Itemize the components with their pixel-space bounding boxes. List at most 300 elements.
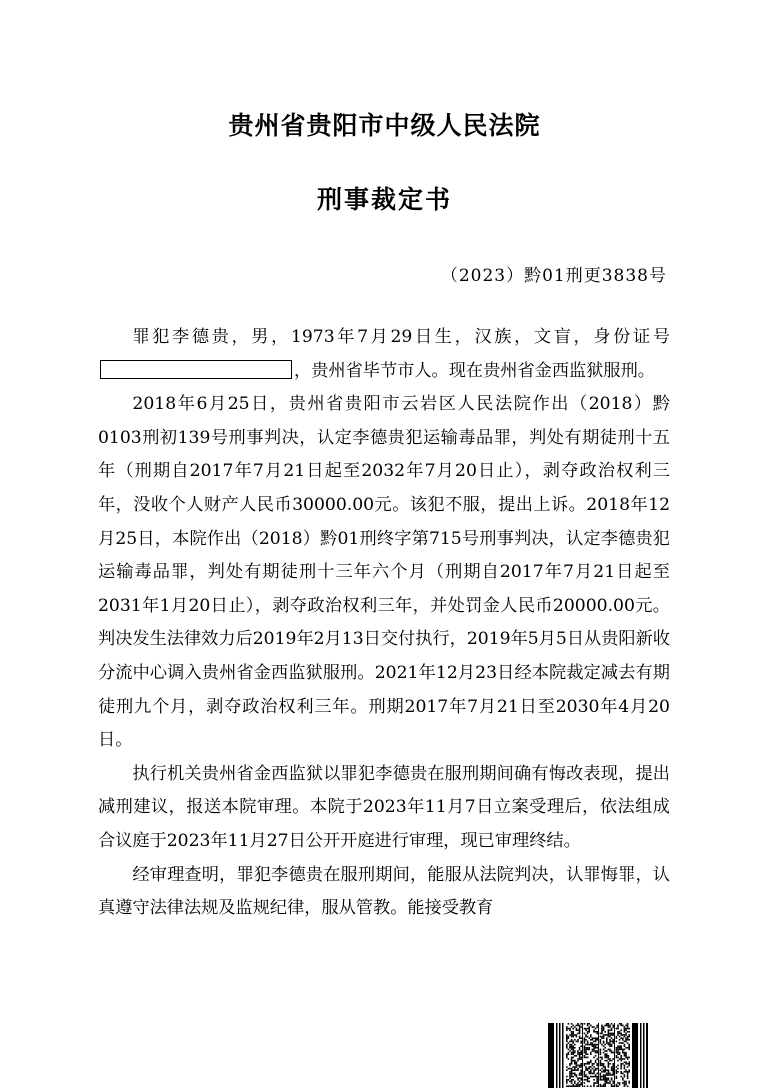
case-number: （2023）黔01刑更3838号 xyxy=(440,266,667,286)
paragraph-defendant-info xyxy=(98,321,670,388)
barcode-module xyxy=(600,1069,602,1071)
barcode-module xyxy=(614,1074,615,1076)
barcode-module xyxy=(598,1029,599,1031)
barcode-module xyxy=(616,1041,618,1043)
barcode-module xyxy=(625,1063,627,1065)
barcode-module xyxy=(593,1057,595,1059)
barcode-module xyxy=(595,1031,597,1033)
barcode-module xyxy=(569,1077,571,1079)
barcode-module xyxy=(574,1082,576,1084)
barcode-module xyxy=(582,1065,583,1067)
barcode-module xyxy=(608,1065,610,1067)
barcode-module xyxy=(595,1047,597,1049)
barcode-module xyxy=(606,1041,608,1043)
barcode-module xyxy=(595,1050,597,1052)
barcode-module xyxy=(620,1033,622,1035)
barcode-module xyxy=(611,1033,613,1035)
barcode-module xyxy=(580,1066,582,1068)
barcode-module xyxy=(612,1034,614,1036)
barcode-module xyxy=(611,1079,613,1081)
barcode-module xyxy=(606,1060,608,1062)
barcode-module xyxy=(601,1085,603,1087)
barcode-module xyxy=(617,1053,619,1055)
barcode-module xyxy=(612,1065,614,1067)
barcode-module xyxy=(574,1069,576,1071)
barcode-module xyxy=(625,1057,627,1059)
barcode-module xyxy=(595,1052,597,1054)
barcode-module xyxy=(572,1045,574,1047)
barcode-module xyxy=(577,1052,579,1054)
barcode-module xyxy=(616,1036,618,1038)
barcode-module xyxy=(622,1034,624,1036)
barcode-module xyxy=(609,1060,611,1062)
barcode-module xyxy=(571,1052,573,1054)
barcode-module xyxy=(582,1079,583,1081)
barcode-module xyxy=(616,1055,618,1057)
barcode-module xyxy=(620,1049,622,1051)
barcode-module xyxy=(585,1034,587,1036)
barcode-module xyxy=(616,1047,618,1049)
barcode-module xyxy=(566,1028,568,1030)
barcode-module xyxy=(616,1073,618,1075)
barcode-module xyxy=(571,1033,573,1035)
barcode-module xyxy=(614,1047,615,1049)
barcode-module xyxy=(598,1039,599,1041)
barcode-module xyxy=(590,1042,592,1044)
barcode-module xyxy=(625,1052,627,1054)
barcode-module xyxy=(576,1084,578,1086)
barcode-module xyxy=(571,1026,573,1028)
barcode-module xyxy=(580,1042,582,1044)
barcode-module xyxy=(584,1033,586,1035)
barcode-module xyxy=(614,1037,615,1039)
barcode-module xyxy=(598,1028,599,1030)
barcode-module xyxy=(612,1074,614,1076)
barcode-module xyxy=(628,1028,630,1030)
barcode-module xyxy=(598,1058,599,1060)
barcode-module xyxy=(604,1057,606,1059)
barcode-module xyxy=(572,1069,574,1071)
barcode-module xyxy=(596,1079,598,1081)
barcode-module xyxy=(612,1073,614,1075)
barcode-module xyxy=(601,1044,603,1046)
barcode-module xyxy=(603,1084,605,1086)
barcode-module xyxy=(588,1077,590,1079)
barcode-module xyxy=(596,1058,598,1060)
barcode-module xyxy=(611,1029,613,1031)
barcode-module xyxy=(596,1052,598,1054)
barcode-module xyxy=(603,1029,605,1031)
barcode-module xyxy=(572,1060,574,1062)
barcode-module xyxy=(577,1079,579,1081)
barcode-module xyxy=(595,1028,597,1030)
barcode-module xyxy=(585,1029,587,1031)
barcode-module xyxy=(584,1079,586,1081)
barcode-module xyxy=(588,1028,590,1030)
barcode-module xyxy=(571,1036,573,1038)
barcode-module xyxy=(574,1061,576,1063)
barcode-module xyxy=(609,1033,611,1035)
barcode-module xyxy=(614,1049,615,1051)
barcode-module xyxy=(590,1034,592,1036)
barcode-module xyxy=(612,1066,614,1068)
barcode-module xyxy=(628,1071,630,1073)
barcode-module xyxy=(625,1025,627,1027)
barcode-module xyxy=(566,1037,568,1039)
barcode-module xyxy=(571,1074,573,1076)
barcode-module xyxy=(600,1065,602,1067)
barcode-module xyxy=(569,1050,571,1052)
barcode-module xyxy=(608,1082,610,1084)
barcode-module xyxy=(587,1069,589,1071)
barcode-module xyxy=(574,1060,576,1062)
barcode-module xyxy=(572,1041,574,1043)
barcode-module xyxy=(590,1069,592,1071)
barcode-module xyxy=(590,1052,592,1054)
barcode-module xyxy=(627,1058,629,1060)
barcode-module xyxy=(598,1057,599,1059)
barcode-module xyxy=(580,1073,582,1075)
barcode-module xyxy=(596,1076,598,1078)
barcode-module xyxy=(580,1069,582,1071)
barcode-module xyxy=(600,1079,602,1081)
barcode-module xyxy=(614,1028,615,1030)
barcode-module xyxy=(614,1031,615,1033)
barcode-module xyxy=(614,1057,615,1059)
barcode-module xyxy=(571,1073,573,1075)
barcode-module xyxy=(585,1036,587,1038)
barcode-module xyxy=(582,1041,583,1043)
barcode-module xyxy=(608,1034,610,1036)
barcode-module xyxy=(582,1052,583,1054)
barcode-module xyxy=(614,1061,615,1063)
barcode-module xyxy=(579,1029,581,1031)
barcode-module xyxy=(585,1076,587,1078)
barcode-module xyxy=(588,1061,590,1063)
barcode-module xyxy=(587,1036,589,1038)
barcode-module xyxy=(612,1041,614,1043)
barcode-module xyxy=(620,1023,622,1025)
barcode-module xyxy=(596,1068,598,1070)
barcode-module xyxy=(593,1031,595,1033)
barcode-module xyxy=(627,1073,629,1075)
barcode-module xyxy=(582,1049,583,1051)
barcode-module xyxy=(598,1084,599,1086)
barcode-module xyxy=(587,1057,589,1059)
barcode-module xyxy=(614,1065,615,1067)
barcode-module xyxy=(608,1071,610,1073)
barcode-module xyxy=(617,1057,619,1059)
barcode-module xyxy=(612,1039,614,1041)
barcode-module xyxy=(625,1029,627,1031)
barcode-module xyxy=(608,1036,610,1038)
barcode-module xyxy=(577,1025,579,1027)
barcode-module xyxy=(624,1071,626,1073)
barcode-module xyxy=(604,1084,606,1086)
barcode-module xyxy=(601,1026,603,1028)
redacted-id-number-box xyxy=(100,360,292,379)
barcode-module xyxy=(568,1068,570,1070)
barcode-module xyxy=(620,1066,622,1068)
barcode-module xyxy=(600,1074,602,1076)
barcode-module xyxy=(571,1045,573,1047)
barcode-module xyxy=(598,1073,599,1075)
barcode-module xyxy=(593,1084,595,1086)
barcode-module xyxy=(628,1057,630,1059)
barcode-module xyxy=(624,1068,626,1070)
barcode-module xyxy=(588,1049,590,1051)
barcode-module xyxy=(582,1037,583,1039)
barcode-module xyxy=(608,1025,610,1027)
barcode-module xyxy=(568,1036,570,1038)
barcode-module xyxy=(593,1047,595,1049)
barcode-module xyxy=(566,1066,568,1068)
barcode-module xyxy=(572,1052,574,1054)
barcode-module xyxy=(566,1069,568,1071)
barcode-module xyxy=(620,1076,622,1078)
barcode-module xyxy=(601,1068,603,1070)
barcode-module xyxy=(596,1031,598,1033)
barcode-module xyxy=(624,1026,626,1028)
barcode-module xyxy=(604,1074,606,1076)
barcode-module xyxy=(625,1047,627,1049)
barcode-module xyxy=(600,1073,602,1075)
barcode-module xyxy=(571,1023,573,1025)
barcode-module xyxy=(577,1058,579,1060)
barcode-module xyxy=(628,1069,630,1071)
barcode-module xyxy=(577,1077,579,1079)
barcode-module xyxy=(569,1041,571,1043)
barcode-data-modules xyxy=(566,1023,630,1087)
barcode-module xyxy=(609,1058,611,1060)
barcode-module xyxy=(620,1068,622,1070)
barcode-module xyxy=(627,1028,629,1030)
barcode-module xyxy=(603,1071,605,1073)
barcode-module xyxy=(569,1028,571,1030)
barcode-module xyxy=(617,1050,619,1052)
barcode-module xyxy=(596,1082,598,1084)
barcode-module xyxy=(617,1085,619,1087)
barcode-module xyxy=(611,1023,613,1025)
barcode-module xyxy=(622,1082,624,1084)
barcode-module xyxy=(620,1037,622,1039)
barcode-module xyxy=(577,1085,579,1087)
barcode-module xyxy=(606,1074,608,1076)
barcode-module xyxy=(587,1042,589,1044)
barcode-module xyxy=(574,1085,576,1087)
barcode-module xyxy=(588,1071,590,1073)
barcode-module xyxy=(616,1071,618,1073)
barcode-module xyxy=(587,1028,589,1030)
barcode-module xyxy=(571,1031,573,1033)
barcode-module xyxy=(598,1066,599,1068)
barcode-module xyxy=(614,1058,615,1060)
barcode-module xyxy=(624,1065,626,1067)
barcode-module xyxy=(614,1055,615,1057)
barcode-module xyxy=(577,1068,579,1070)
barcode-module xyxy=(608,1026,610,1028)
barcode-module xyxy=(614,1042,615,1044)
barcode-module xyxy=(579,1053,581,1055)
barcode-module xyxy=(600,1050,602,1052)
barcode-module xyxy=(596,1050,598,1052)
barcode-module xyxy=(620,1071,622,1073)
barcode-module xyxy=(609,1041,611,1043)
barcode-module xyxy=(593,1045,595,1047)
barcode-module xyxy=(566,1055,568,1057)
barcode-module xyxy=(598,1031,599,1033)
barcode-module xyxy=(617,1045,619,1047)
barcode-module xyxy=(609,1045,611,1047)
barcode-module xyxy=(616,1049,618,1051)
barcode-module xyxy=(579,1055,581,1057)
barcode-module xyxy=(590,1085,592,1087)
barcode-module xyxy=(582,1058,583,1060)
barcode-module xyxy=(606,1037,608,1039)
barcode-module xyxy=(614,1085,615,1087)
barcode-module xyxy=(609,1081,611,1083)
barcode-module xyxy=(619,1049,621,1051)
barcode-module xyxy=(577,1082,579,1084)
barcode-module xyxy=(593,1079,595,1081)
barcode-module xyxy=(608,1029,610,1031)
barcode-module xyxy=(587,1047,589,1049)
barcode-module xyxy=(579,1047,581,1049)
barcode-module xyxy=(571,1060,573,1062)
barcode-module xyxy=(624,1053,626,1055)
barcode-module xyxy=(585,1052,587,1054)
barcode-module xyxy=(620,1065,622,1067)
barcode-module xyxy=(609,1073,611,1075)
barcode-module xyxy=(598,1085,599,1087)
barcode-module xyxy=(603,1085,605,1087)
barcode-module xyxy=(604,1025,606,1027)
barcode-module xyxy=(584,1028,586,1030)
barcode-module xyxy=(579,1052,581,1054)
barcode-module xyxy=(592,1068,594,1070)
barcode-module xyxy=(628,1031,630,1033)
barcode-module xyxy=(598,1055,599,1057)
defendant-info-text-continued: ，贵州省毕节市人。现在贵州省金西监狱服刑。 xyxy=(294,360,655,381)
barcode-module xyxy=(617,1052,619,1054)
barcode-module xyxy=(616,1028,618,1030)
barcode-module xyxy=(611,1066,613,1068)
barcode-module xyxy=(574,1034,576,1036)
barcode-module xyxy=(608,1049,610,1051)
barcode-module xyxy=(616,1085,618,1087)
barcode-stop-pattern xyxy=(632,1023,648,1088)
barcode-module xyxy=(579,1026,581,1028)
barcode-module xyxy=(580,1041,582,1043)
barcode-module xyxy=(600,1039,602,1041)
barcode-module xyxy=(604,1081,606,1083)
barcode-module xyxy=(600,1033,602,1035)
barcode-module xyxy=(627,1025,629,1027)
barcode-module xyxy=(601,1058,603,1060)
barcode-module xyxy=(596,1077,598,1079)
barcode-module xyxy=(627,1076,629,1078)
barcode-module xyxy=(571,1041,573,1043)
barcode-module xyxy=(609,1049,611,1051)
barcode-module xyxy=(592,1037,594,1039)
barcode-module xyxy=(582,1029,583,1031)
barcode-module xyxy=(627,1031,629,1033)
barcode-module xyxy=(612,1085,614,1087)
barcode-module xyxy=(576,1029,578,1031)
barcode-module xyxy=(582,1042,583,1044)
barcode-module xyxy=(592,1042,594,1044)
barcode-module xyxy=(596,1065,598,1067)
barcode-module xyxy=(601,1029,603,1031)
barcode-module xyxy=(580,1057,582,1059)
barcode-module xyxy=(598,1052,599,1054)
barcode-module xyxy=(572,1034,574,1036)
barcode-module xyxy=(569,1081,571,1083)
barcode-module xyxy=(582,1082,583,1084)
barcode-module xyxy=(600,1049,602,1051)
barcode-module xyxy=(627,1026,629,1028)
barcode-module xyxy=(566,1081,568,1083)
barcode-module xyxy=(617,1068,619,1070)
barcode-module xyxy=(569,1074,571,1076)
barcode-module xyxy=(595,1055,597,1057)
barcode-module xyxy=(598,1060,599,1062)
barcode-module xyxy=(574,1073,576,1075)
barcode-module xyxy=(582,1055,583,1057)
barcode-module xyxy=(595,1082,597,1084)
barcode-module xyxy=(622,1052,624,1054)
barcode-module xyxy=(614,1073,615,1075)
barcode-module xyxy=(600,1063,602,1065)
barcode-module xyxy=(576,1063,578,1065)
barcode-module xyxy=(604,1055,606,1057)
barcode-module xyxy=(569,1045,571,1047)
barcode-module xyxy=(580,1058,582,1060)
barcode-module xyxy=(603,1041,605,1043)
barcode-module xyxy=(571,1034,573,1036)
barcode-module xyxy=(616,1052,618,1054)
barcode-module xyxy=(608,1023,610,1025)
barcode-module xyxy=(600,1041,602,1043)
barcode-module xyxy=(608,1042,610,1044)
barcode-module xyxy=(585,1044,587,1046)
barcode-module xyxy=(568,1037,570,1039)
barcode-module xyxy=(577,1069,579,1071)
barcode-module xyxy=(588,1023,590,1025)
barcode-module xyxy=(582,1069,583,1071)
barcode-module xyxy=(603,1042,605,1044)
barcode-module xyxy=(574,1063,576,1065)
barcode-module xyxy=(616,1066,618,1068)
barcode-module xyxy=(614,1084,615,1086)
barcode-module xyxy=(619,1036,621,1038)
barcode-module xyxy=(600,1053,602,1055)
barcode-module xyxy=(598,1068,599,1070)
barcode-module xyxy=(628,1049,630,1051)
barcode-module xyxy=(627,1039,629,1041)
barcode-module xyxy=(622,1037,624,1039)
barcode-module xyxy=(579,1057,581,1059)
barcode-module xyxy=(585,1069,587,1071)
barcode-module xyxy=(579,1073,581,1075)
barcode-module xyxy=(627,1077,629,1079)
barcode-module xyxy=(625,1082,627,1084)
barcode-module xyxy=(600,1042,602,1044)
barcode-module xyxy=(608,1074,610,1076)
barcode-module xyxy=(596,1033,598,1035)
barcode-module xyxy=(614,1069,615,1071)
barcode-module xyxy=(592,1044,594,1046)
